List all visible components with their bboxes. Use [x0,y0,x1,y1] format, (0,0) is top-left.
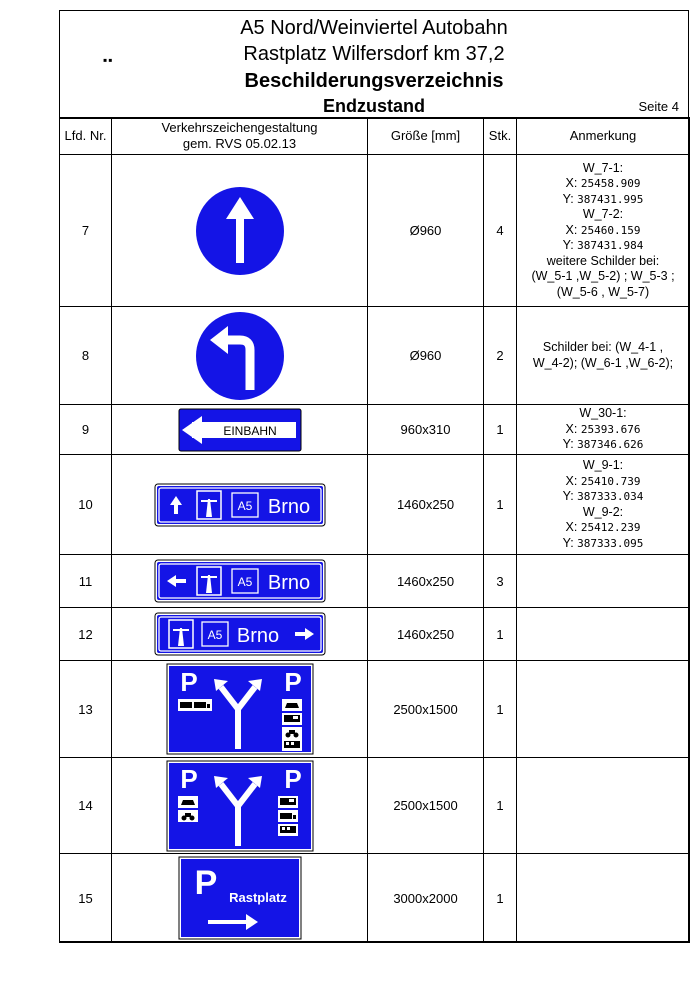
remark-cell [517,758,690,854]
remark-cell [517,608,690,661]
coordinate-value: 387333.034 [577,490,644,503]
truck-icon [278,810,298,822]
parking-split-sign-b [166,760,314,852]
truck-icon [192,699,212,711]
column-design-line-2: gem. RVS 05.02.13 [182,136,297,151]
sign-size: Ø960 [368,307,484,405]
sign-cell [112,155,368,307]
parking-letter-left: P [179,667,198,697]
remark-line [517,356,689,372]
sign-size: 2500x1500 [368,758,484,854]
remark-cell [517,405,690,455]
one-way-sign [178,408,302,452]
mandatory-ahead-left-sign [192,308,288,404]
row-number: 7 [60,155,112,307]
header-line-4: Endzustand [323,96,425,116]
table-header-row [60,118,690,155]
parking-letter: P [194,864,217,902]
sign-quantity: 1 [484,661,517,758]
remark-label: X: [565,520,581,534]
column-design [112,118,368,155]
coordinate-value: 387346.626 [577,438,644,452]
sign-cell [112,854,368,943]
remark-label: X: [565,176,581,191]
sign-size: Ø960 [368,155,484,307]
remark-label: X: [565,473,581,488]
sign-cell [112,307,368,405]
remark-label: (W_5-6 , W_5-7) [556,284,650,299]
remark-label: W_9-2: [582,504,624,519]
coordinate-value: 25410.739 [580,474,641,488]
page-number: Seite 4 [638,99,679,114]
remark-cell [517,455,690,555]
remark-label: Y: [562,238,578,253]
row-number: 14 [60,758,112,854]
remark-line [517,254,689,270]
direction-sign-ahead [154,483,326,527]
rastplatz-sign [178,856,302,940]
remark-line [517,489,689,505]
row-number: 9 [60,405,112,455]
sign-quantity: 1 [484,758,517,854]
row-number: 8 [60,307,112,405]
sign-cell [112,758,368,854]
route-number: A5 [207,628,222,642]
sign-quantity: 2 [484,307,517,405]
row-number: 12 [60,608,112,661]
destination-name: Brno [267,495,310,518]
remark-label: W_9-1: [582,458,624,472]
remark-label: Y: [562,535,578,550]
remark-line [517,520,689,536]
remark-line [517,223,689,239]
table-row [60,455,690,555]
column-remark: Anmerkung [517,118,690,155]
sign-quantity: 1 [484,455,517,555]
sign-table [59,117,690,943]
coordinate-value: 387333.095 [577,536,644,550]
column-design-line-1: Verkehrszeichengestaltung [161,120,318,135]
remark-cell [517,307,690,405]
table-row [60,608,690,661]
corner-marks: ▪▪ [103,53,114,67]
column-size: Größe [mm] [368,118,484,155]
table-row [60,661,690,758]
coordinate-value: 25393.676 [580,422,641,436]
bus-icon [282,739,302,751]
moto-icon [282,727,302,739]
destination-name: Brno [236,625,279,647]
route-number: A5 [237,575,252,589]
rastplatz-text: Rastplatz [228,890,287,905]
remark-cell [517,155,690,307]
parking-letter-right: P [283,667,302,697]
coordinate-value: 25458.909 [580,177,641,191]
remark-cell [517,555,690,608]
remark-line [517,458,689,474]
sign-cell [112,608,368,661]
remark-label: (W_5-1 ,W_5-2) ; W_5-3 ; [531,269,675,284]
remark-label: W_30-1: [579,406,627,421]
remark-label: Y: [562,489,578,503]
destination-name: Brno [267,572,310,594]
document-header [60,11,688,119]
header-line-2: Rastplatz Wilfersdorf km 37,2 [243,43,505,65]
sign-size: 1460x250 [368,455,484,555]
remark-label: X: [565,421,581,436]
table-row [60,307,690,405]
direction-sign-left [154,559,326,603]
moto-icon [178,810,198,822]
remark-label: weitere Schilder bei: [546,253,660,268]
row-number: 13 [60,661,112,758]
sign-quantity: 1 [484,405,517,455]
sign-size: 2500x1500 [368,661,484,758]
header-line-3: Beschilderungsverzeichnis [244,70,504,92]
sign-cell [112,661,368,758]
remark-line [517,474,689,490]
sign-cell [112,555,368,608]
row-number: 11 [60,555,112,608]
camper-icon [282,713,302,725]
remark-line [517,238,689,254]
coordinate-value: 387431.984 [577,239,644,253]
remark-cell [517,854,690,943]
table-row [60,758,690,854]
remark-label: W_7-2: [582,207,624,222]
parking-split-sign-a [166,663,314,755]
remark-label: W_7-1: [582,160,624,175]
sign-quantity: 4 [484,155,517,307]
remark-line [517,192,689,208]
remark-label: X: [565,222,581,237]
column-qty: Stk. [484,118,517,155]
camper-icon [278,796,298,808]
row-number: 15 [60,854,112,943]
bus-icon [278,824,298,836]
remark-line [517,176,689,192]
remark-line [517,207,689,223]
table-row [60,555,690,608]
sign-cell [112,405,368,455]
remark-line [517,269,689,285]
remark-line [517,285,689,301]
mandatory-ahead-sign [192,183,288,279]
remark-label: Y: [562,437,578,452]
remark-line [517,161,689,177]
direction-sign-right [154,612,326,656]
sign-size: 960x310 [368,405,484,455]
remark-line [517,505,689,521]
route-number: A5 [237,498,252,513]
coordinate-value: 387431.995 [577,192,644,206]
remark-line [517,406,689,422]
sign-quantity: 1 [484,608,517,661]
sign-size: 1460x250 [368,555,484,608]
remark-cell [517,661,690,758]
table-row [60,405,690,455]
parking-letter-right: P [283,763,302,794]
remark-label: Schilder bei: (W_4-1 , [542,340,664,354]
header-line-1: A5 Nord/Weinviertel Autobahn [240,17,508,39]
remark-label: Y: [562,191,578,206]
remark-label: W_4-2); (W_6-1 ,W_6-2); [532,355,674,370]
sign-size: 1460x250 [368,608,484,661]
one-way-text: EINBAHN [222,423,277,438]
table-row [60,155,690,307]
car-icon [282,699,302,711]
remark-line [517,536,689,552]
row-number: 10 [60,455,112,555]
sign-cell [112,455,368,555]
sign-quantity: 1 [484,854,517,943]
remark-line [517,340,689,356]
parking-letter-left: P [179,763,198,794]
column-nr: Lfd. Nr. [60,118,112,155]
remark-line [517,437,689,453]
sign-quantity: 3 [484,555,517,608]
sign-size: 3000x2000 [368,854,484,943]
coordinate-value: 25460.159 [580,223,641,237]
coordinate-value: 25412.239 [580,521,641,534]
remark-line [517,422,689,438]
car-icon [178,796,198,808]
table-row [60,854,690,943]
